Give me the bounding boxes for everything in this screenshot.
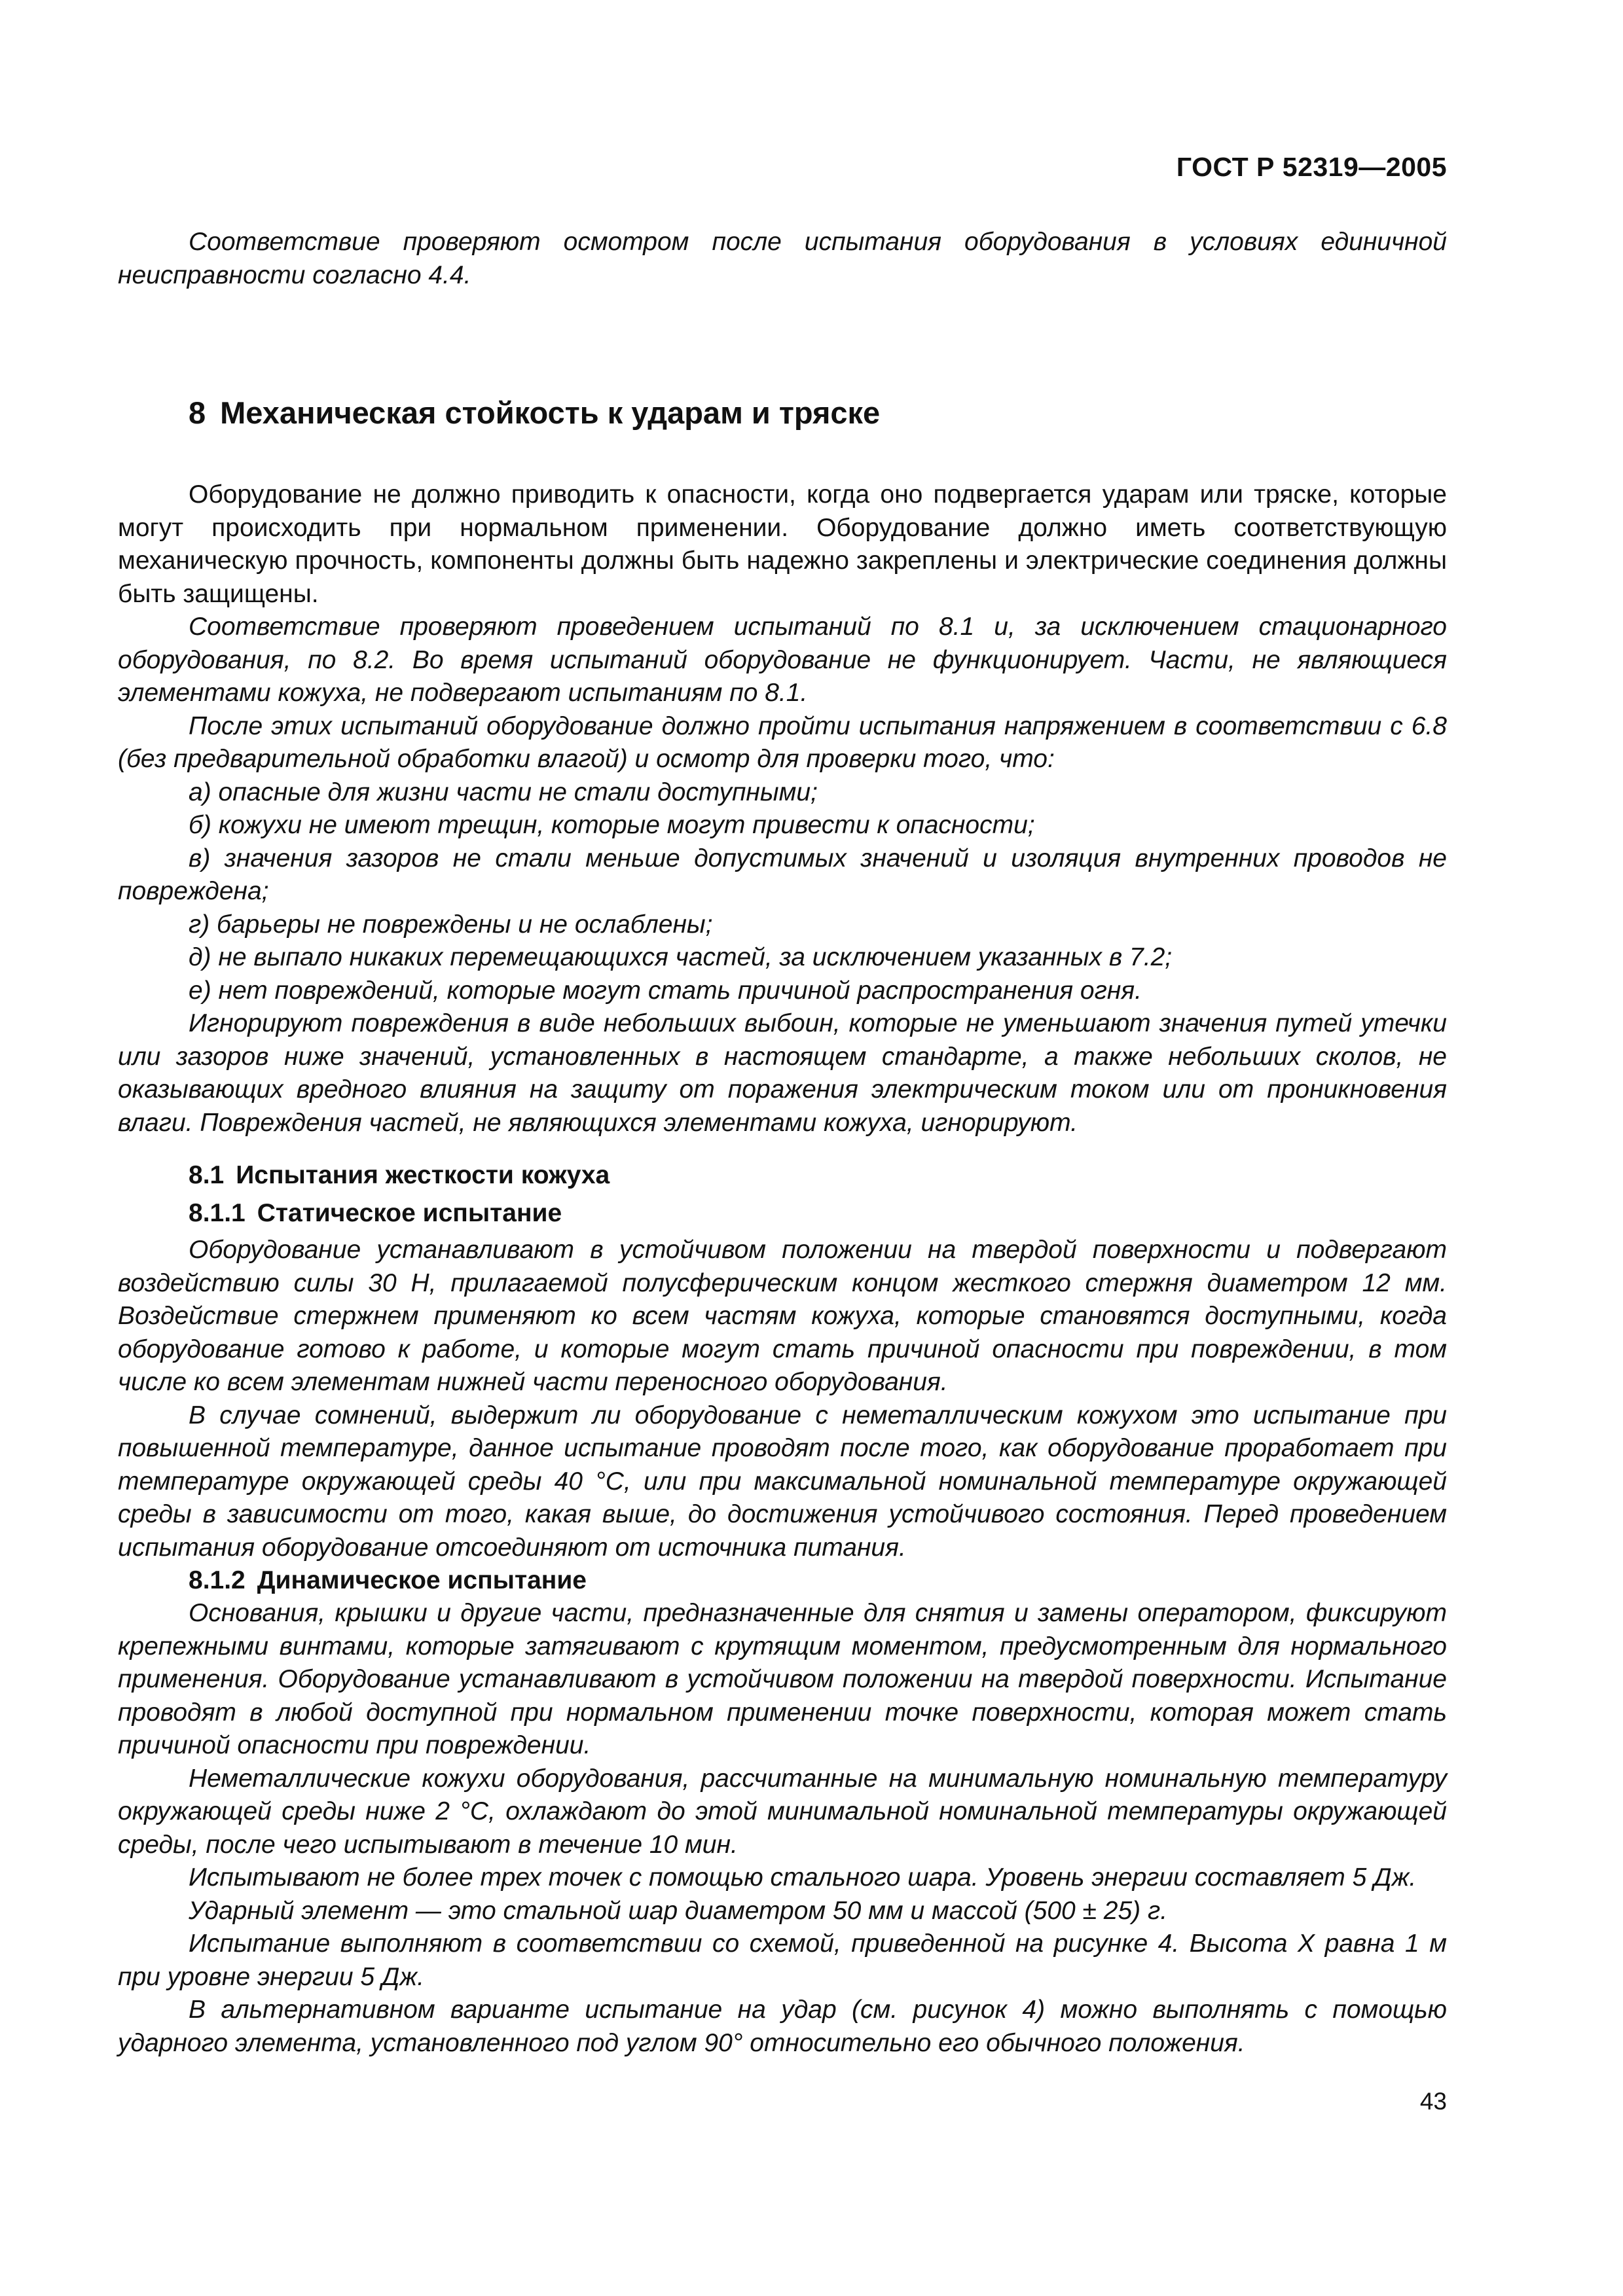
document-code: ГОСТ Р 52319—2005: [1176, 152, 1447, 182]
check-item-d: д) не выпало никаких перемещающихся частей, за исключением указанных в 7.2;: [189, 943, 1173, 971]
section-8-1-2-title: Динамическое испытание: [257, 1566, 587, 1594]
intro-paragraph: Соответствие проверяют осмотром после испытания оборудования в условиях единичной неисправности согласно 4.4.: [118, 228, 1447, 289]
section-8-1-1-number: 8.1.1: [189, 1199, 246, 1227]
section-8-1-2-paragraph-2: Неметаллические кожухи оборудования, рассчитанные на минимальную номинальную температуру окружающей среды ниже 2 °С, охлаждают до этой минимальной номинальной температуры окружающей среды, после чего испытывают в течение 10 мин.: [118, 1764, 1447, 1859]
page-content: [118, 226, 1447, 2060]
check-item-e: е) нет повреждений, которые могут стать причиной распространения огня.: [189, 976, 1142, 1005]
section-8-1-number: 8.1: [189, 1161, 225, 1189]
document-page: [118, 0, 1447, 2296]
section-8-1-2-paragraph-5: Испытание выполняют в соответствии со схемой, приведенной на рисунке 4. Высота X равна 1 м при уровне энергии 5 Дж.: [118, 1929, 1447, 1991]
section-8-1-2-heading: [189, 1564, 1447, 1597]
section-8-1-2-number: 8.1.2: [189, 1566, 246, 1594]
section-8-paragraph-1: Оборудование не должно приводить к опасности, когда оно подвергается ударам или тряске, которые могут происходить при нормальном применении. Оборудование должно иметь соответствующую механическую прочность, компоненты должны быть надежно закреплены и электрические соединения должны быть защищены.: [118, 480, 1447, 608]
check-item-a: а) опасные для жизни части не стали доступными;: [189, 778, 818, 806]
section-8-1-2-paragraph-3: Испытывают не более трех точек с помощью стального шара. Уровень энергии составляет 5 Дж.: [189, 1863, 1417, 1892]
section-8-1-title: Испытания жесткости кожуха: [236, 1161, 610, 1189]
check-item-g: г) барьеры не повреждены и не ослаблены;: [189, 910, 713, 939]
section-8-1-heading: [189, 1159, 1447, 1192]
section-8-1-1-title: Статическое испытание: [257, 1199, 562, 1227]
section-8-paragraph-3: После этих испытаний оборудование должно пройти испытания напряжением в соответствии с 6.8 (без предварительной обработки влагой) и осмотр для проверки того, что:: [118, 711, 1447, 773]
section-8-1-1-paragraph-1: Оборудование устанавливают в устойчивом положении на твердой поверхности и подвергают воздействию силы 30 Н, прилагаемой полусферическим концом жесткого стержня диаметром 12 мм. Воздействие стержнем применяют ко всем частям кожуха, которые становятся доступными, когда оборудование готово к работе, и которые могут стать причиной опасности при повреждении, в том числе ко всем элементам нижней части переносного оборудования.: [118, 1236, 1447, 1396]
section-8-1-2-paragraph-4: Ударный элемент — это стальной шар диаметром 50 мм и массой (500 ± 25) г.: [189, 1896, 1168, 1925]
check-item-v: в) значения зазоров не стали меньше допустимых значений и изоляция внутренних проводов не повреждена;: [118, 844, 1447, 905]
section-8-1-1-paragraph-2: В случае сомнений, выдержит ли оборудование с неметаллическим кожухом это испытание при повышенной температуре, данное испытание проводят после того, как оборудование проработает при температуре окружающей среды 40 °С, или при максимальной номинальной температуре окружающей среды в зависимости от того, какая выше, до достижения устойчивого состояния. Перед проведением испытания оборудование отсоединяют от источника питания.: [118, 1401, 1447, 1562]
section-8-paragraph-2: Соответствие проверяют проведением испытаний по 8.1 и, за исключением стационарного оборудования, по 8.2. Во время испытаний оборудование не функционирует. Части, не являющиеся элементами кожуха, не подвергают испытаниям по 8.1.: [118, 613, 1447, 707]
section-8-1-1-heading: [189, 1197, 1447, 1230]
page-number: 43: [1419, 2088, 1447, 2115]
section-8-title: Механическая стойкость к ударам и тряске: [220, 395, 881, 430]
section-8-paragraph-4: Игнорируют повреждения в виде небольших выбоин, которые не уменьшают значения путей утечки или зазоров ниже значений, установленных в настоящем стандарте, а также небольших сколов, не оказывающих вредного влияния на защиту от поражения электрическим током или от проникновения влаги. Повреждения частей, не являющихся элементами кожуха, игнорируют.: [118, 1009, 1447, 1137]
section-8-1-2-paragraph-1: Основания, крышки и другие части, предназначенные для снятия и замены оператором, фиксируют крепежными винтами, которые затягивают с крутящим моментом, предусмотренным для нормального применения. Оборудование устанавливают в устойчивом положении на твердой поверхности. Испытание проводят в любой доступной при нормальном применении точке поверхности, которая может стать причиной опасности при повреждении.: [118, 1599, 1447, 1759]
section-8-1-2-paragraph-6: В альтернативном варианте испытание на удар (см. рисунок 4) можно выполнять с помощью ударного элемента, установленного под углом 90° относительно его обычного положения.: [118, 1996, 1447, 2057]
check-item-b: б) кожухи не имеют трещин, которые могут привести к опасности;: [189, 811, 1035, 839]
section-8-heading: [189, 393, 1447, 433]
section-8-number: 8: [189, 395, 206, 430]
